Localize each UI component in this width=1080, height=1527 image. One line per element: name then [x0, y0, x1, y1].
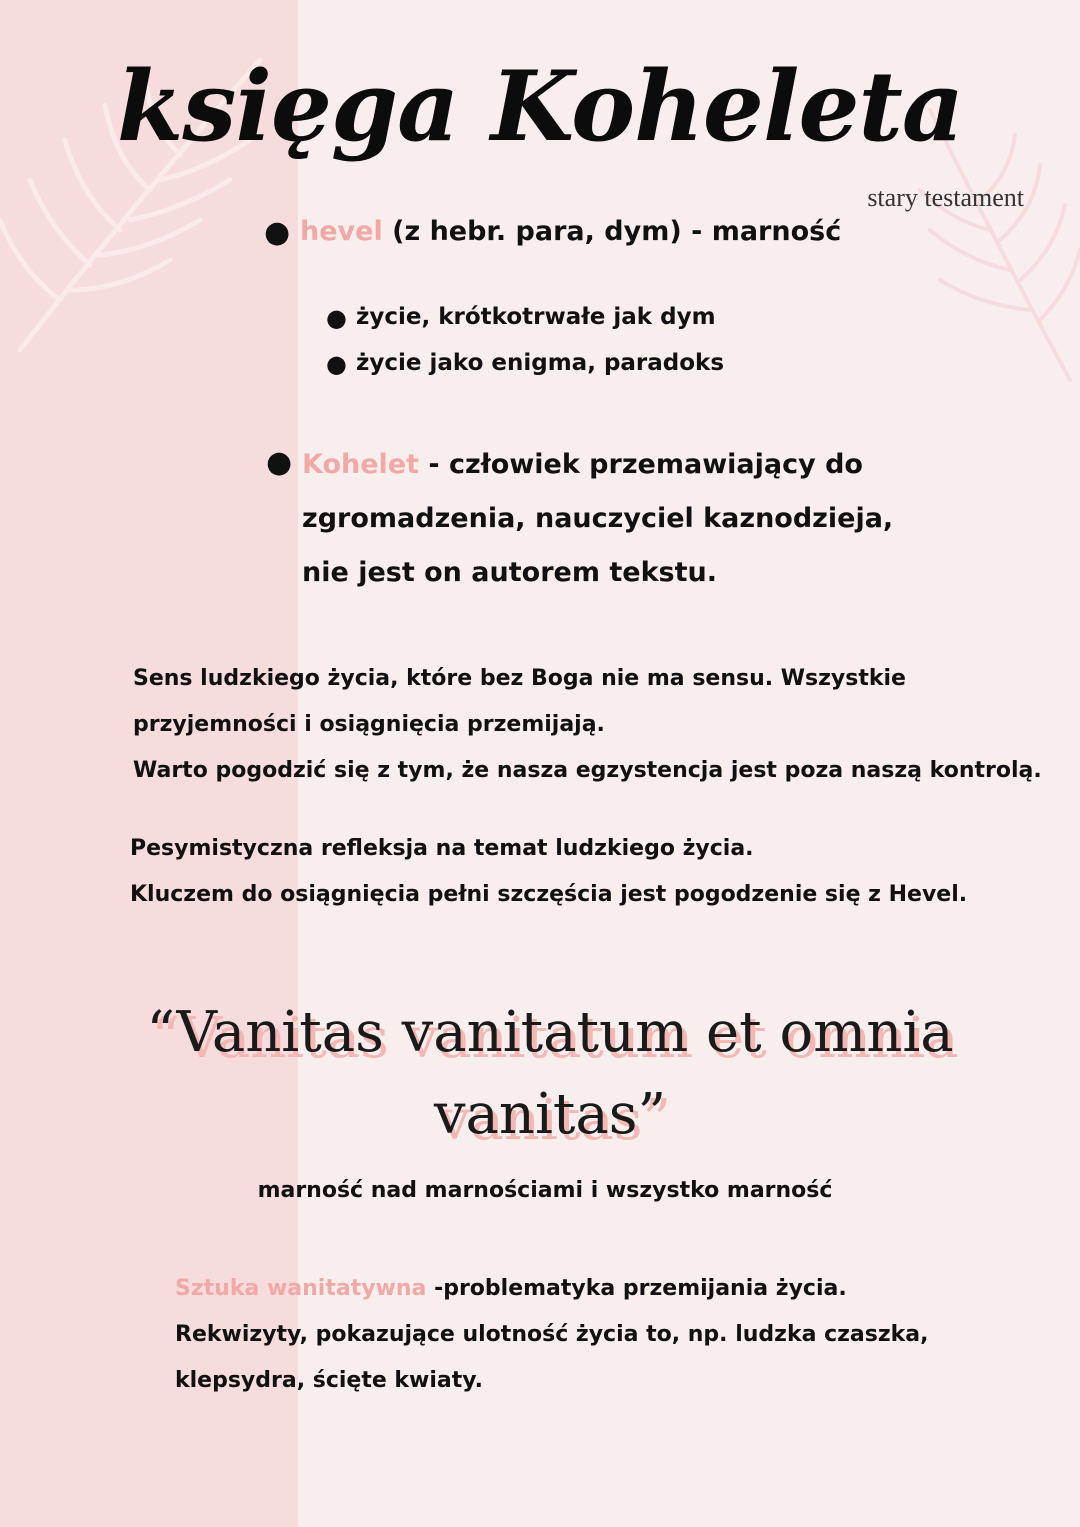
latin-quote-line1: “Vanitas vanitatum et omnia	[146, 1000, 954, 1065]
hevel-meaning: (z hebr. para, dym) - marność	[392, 216, 842, 247]
hevel-definition	[300, 216, 841, 247]
page-title: księga Koheleta	[116, 50, 964, 163]
latin-quote-line2: vanitas”	[433, 1082, 667, 1147]
subtitle: stary testament	[867, 183, 1024, 212]
kohelet-definition	[302, 438, 922, 600]
quote-translation: marność nad marnościami i wszystko marność	[257, 1178, 833, 1203]
paragraph-reflection	[130, 826, 967, 918]
text-line: Kluczem do osiągnięcia pełni szczęścia jest pogodzenie się z Hevel.	[130, 882, 968, 907]
kohelet-meaning: - człowiek przemawiający do zgromadzenia, nauczyciel kaznodzieja, nie jest on autorem tekstu.	[302, 449, 894, 588]
kohelet-term: Kohelet	[302, 449, 420, 480]
paragraph-meaning	[133, 656, 1042, 794]
hevel-subitem: życie, krótkotrwałe jak dym	[356, 304, 716, 330]
bullet-icon: ●	[264, 215, 291, 250]
text-line: klepsydra, ścięte kwiaty.	[175, 1368, 483, 1393]
vanitas-art-section	[175, 1266, 955, 1404]
hevel-subitem: życie jako enigma, paradoks	[356, 350, 725, 376]
art-definition: -problematyka przemijania życia.	[434, 1276, 847, 1301]
bullet-icon: ●	[326, 304, 347, 332]
text-line: Pesymistyczna refleksja na temat ludzkiego życia.	[130, 836, 754, 861]
text-line	[175, 1266, 955, 1312]
text-line: przyjemności i osiągnięcia przemijają.	[133, 712, 605, 737]
text-line: Rekwizyty, pokazujące ulotność życia to, np. ludzka czaszka,	[175, 1322, 929, 1347]
bullet-icon: ●	[266, 445, 293, 480]
text-line: Sens ludzkiego życia, które bez Boga nie ma sensu. Wszystkie	[133, 666, 906, 691]
text-line: Warto pogodzić się z tym, że nasza egzystencja jest poza naszą kontrolą.	[133, 758, 1042, 783]
bullet-icon: ●	[326, 350, 347, 378]
art-term: Sztuka wanitatywna	[175, 1276, 427, 1301]
hevel-term: hevel	[300, 216, 383, 247]
